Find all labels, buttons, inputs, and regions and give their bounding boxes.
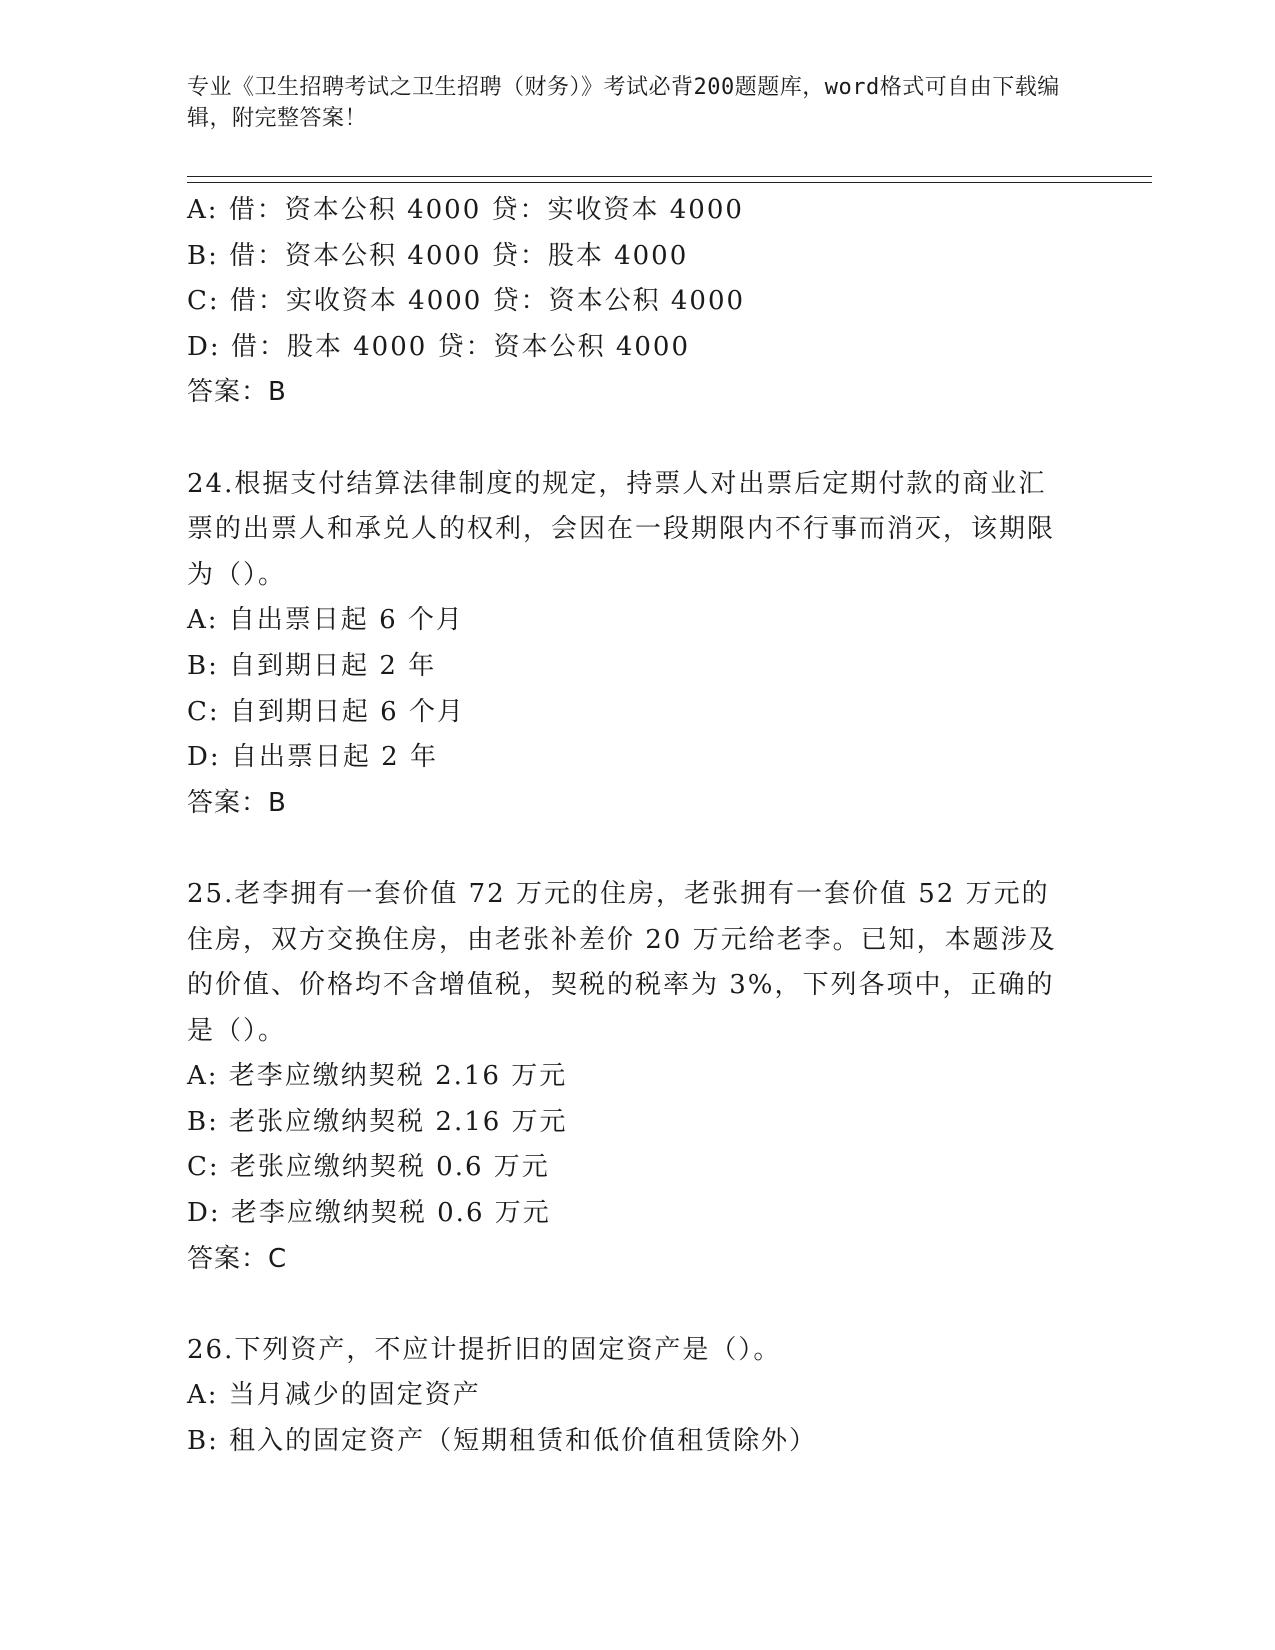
answer: 答案：B: [187, 787, 287, 818]
option-b: B: 老张应缴纳契税 2.16 万元: [187, 1106, 568, 1137]
spacer: [187, 416, 1067, 462]
option-b: B: 自到期日起 2 年: [187, 650, 437, 681]
question-23: [187, 188, 1067, 416]
question-text: 25.老李拥有一套价值 72 万元的住房，老张拥有一套价值 52 万元的住房，双方交换住房，由老张补差价 20 万元给老李。已知，本题涉及的价值、价格均不含增值税，契税的税率为 3%，下列各项中，正确的是（）。: [187, 878, 1057, 1046]
question-25: [187, 872, 1067, 1282]
option-c: C: 老张应缴纳契税 0.6 万元: [187, 1152, 550, 1183]
option-a: A: 自出票日起 6 个月: [187, 605, 464, 636]
question-26: [187, 1328, 1067, 1465]
question-text: 26.下列资产，不应计提折旧的固定资产是（）。: [187, 1334, 782, 1365]
document-body: [187, 188, 1067, 1465]
option-d: D: 借：股本 4000 贷：资本公积 4000: [187, 331, 691, 362]
header-rule-bottom: [187, 182, 1152, 183]
answer: 答案：B: [187, 377, 287, 408]
option-b: B: 借：资本公积 4000 贷：股本 4000: [187, 240, 689, 271]
question-24: [187, 462, 1067, 827]
header-rule-top: [187, 176, 1152, 177]
option-d: D: 老李应缴纳契税 0.6 万元: [187, 1198, 551, 1229]
option-b: B: 租入的固定资产（短期租赁和低价值租赁除外）: [187, 1426, 818, 1457]
option-a: A: 当月减少的固定资产: [187, 1380, 481, 1411]
option-a: A: 老李应缴纳契税 2.16 万元: [187, 1061, 568, 1092]
option-d: D: 自出票日起 2 年: [187, 742, 438, 773]
spacer: [187, 1282, 1067, 1328]
option-a: A: 借：资本公积 4000 贷：实收资本 4000: [187, 195, 744, 225]
answer: 答案：C: [187, 1243, 288, 1274]
option-c: C: 借：实收资本 4000 贷：资本公积 4000: [187, 286, 746, 317]
option-c: C: 自到期日起 6 个月: [187, 696, 465, 727]
question-text: 24.根据支付结算法律制度的规定，持票人对出票后定期付款的商业汇票的出票人和承兑人的权利，会因在一段期限内不行事而消灭，该期限为（）。: [187, 468, 1056, 590]
document-header: 专业《卫生招聘考试之卫生招聘（财务）》考试必背200题题库，word格式可自由下载编辑，附完整答案！: [187, 75, 1060, 131]
spacer: [187, 826, 1067, 872]
